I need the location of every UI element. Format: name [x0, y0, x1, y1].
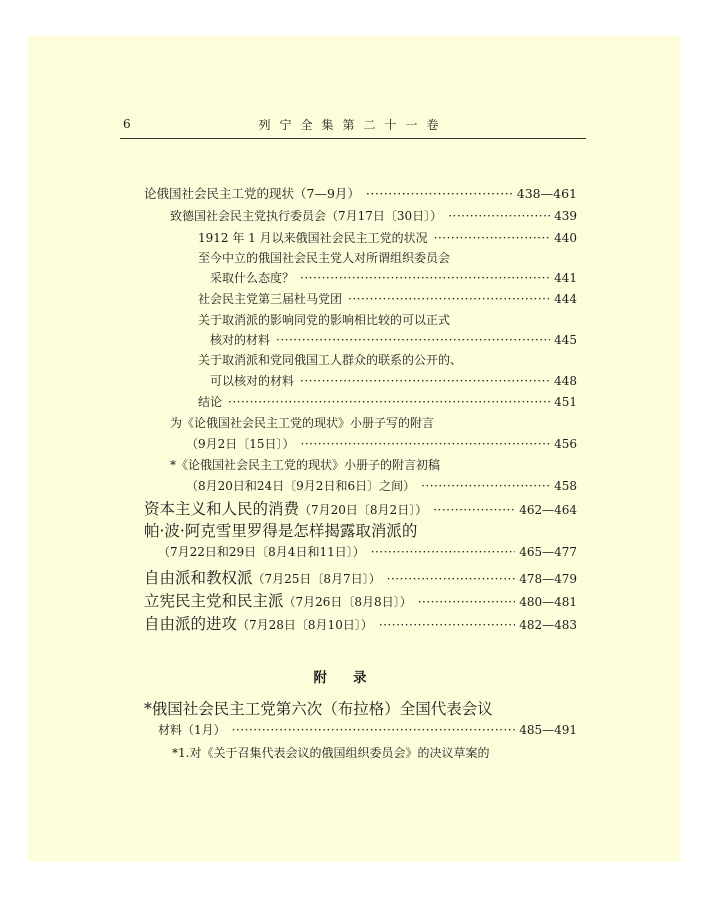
appendix-entry: 材料（1月） ····· 485—491 [158, 723, 577, 737]
toc-entry-line: 至今中立的俄国社会民主党人对所谓组织委员会 [198, 251, 451, 265]
toc-entry-main: 资本主义和人民的消费 （7月20日〔8月2日〕） ····· 462—464 [144, 500, 577, 519]
toc-entry: 致德国社会民主党执行委员会（7月17日〔30日〕） ····· 439 [170, 209, 577, 223]
toc-entry-line: 关于取消派和党同俄国工人群众的联系的公开的、 [198, 353, 463, 367]
toc-entry: 社会民主党第三届杜马党团 ····· 444 [198, 292, 577, 306]
toc-entry: 1912 年 1 月以来俄国社会民主工党的状况 ····· 440 [198, 231, 577, 245]
page-number: 6 [123, 117, 131, 131]
toc-entry: （8月20日和24日〔9月2日和6日〕之间） ····· 458 [186, 479, 577, 493]
toc-entry-line: *《论俄国社会民主工党的现状》小册子的附言初稿 [170, 458, 441, 472]
toc-entry: 论俄国社会民主工党的现状（7—9月） ····· 438—461 [144, 186, 577, 201]
appendix-entry-line: *1.对《关于召集代表会议的俄国组织委员会》的决议草案的 [172, 746, 490, 760]
toc-entry: （7月22日和29日〔8月4日和11日〕） ····· 465—477 [158, 545, 577, 559]
toc-entry: 可以核对的材料 ····· 448 [210, 374, 577, 388]
toc-entry: 结论 ····· 451 [198, 395, 577, 409]
toc-entry-line: 为《论俄国社会民主工党的现状》小册子写的附言 [170, 416, 435, 430]
toc-entry-main: 自由派和教权派 （7月25日〔8月7日〕） ····· 478—479 [144, 569, 577, 588]
appendix-heading: 附录 [313, 670, 393, 686]
toc-entry-line: 关于取消派的影响同党的影响相比较的可以正式 [198, 313, 451, 327]
toc-entry: 采取什么态度？ ····· 441 [210, 271, 577, 285]
toc-entry: 核对的材料 ····· 445 [210, 333, 577, 347]
toc-entry-main: 自由派的进攻 （7月28日〔8月10日〕） ····· 482—483 [144, 615, 577, 634]
running-title: 列宁全集第二十一卷 [258, 118, 448, 132]
running-header [120, 116, 586, 139]
toc-entry-main: 立宪民主党和民主派 （7月26日〔8月8日〕） ····· 480—481 [144, 592, 577, 611]
toc-entry-main-line: 帕·波·阿克雪里罗得是怎样揭露取消派的 [144, 522, 418, 540]
toc-entry: （9月2日〔15日〕） ····· 456 [186, 437, 577, 451]
appendix-entry-line: *俄国社会民主工党第六次（布拉格）全国代表会议 [144, 700, 493, 718]
